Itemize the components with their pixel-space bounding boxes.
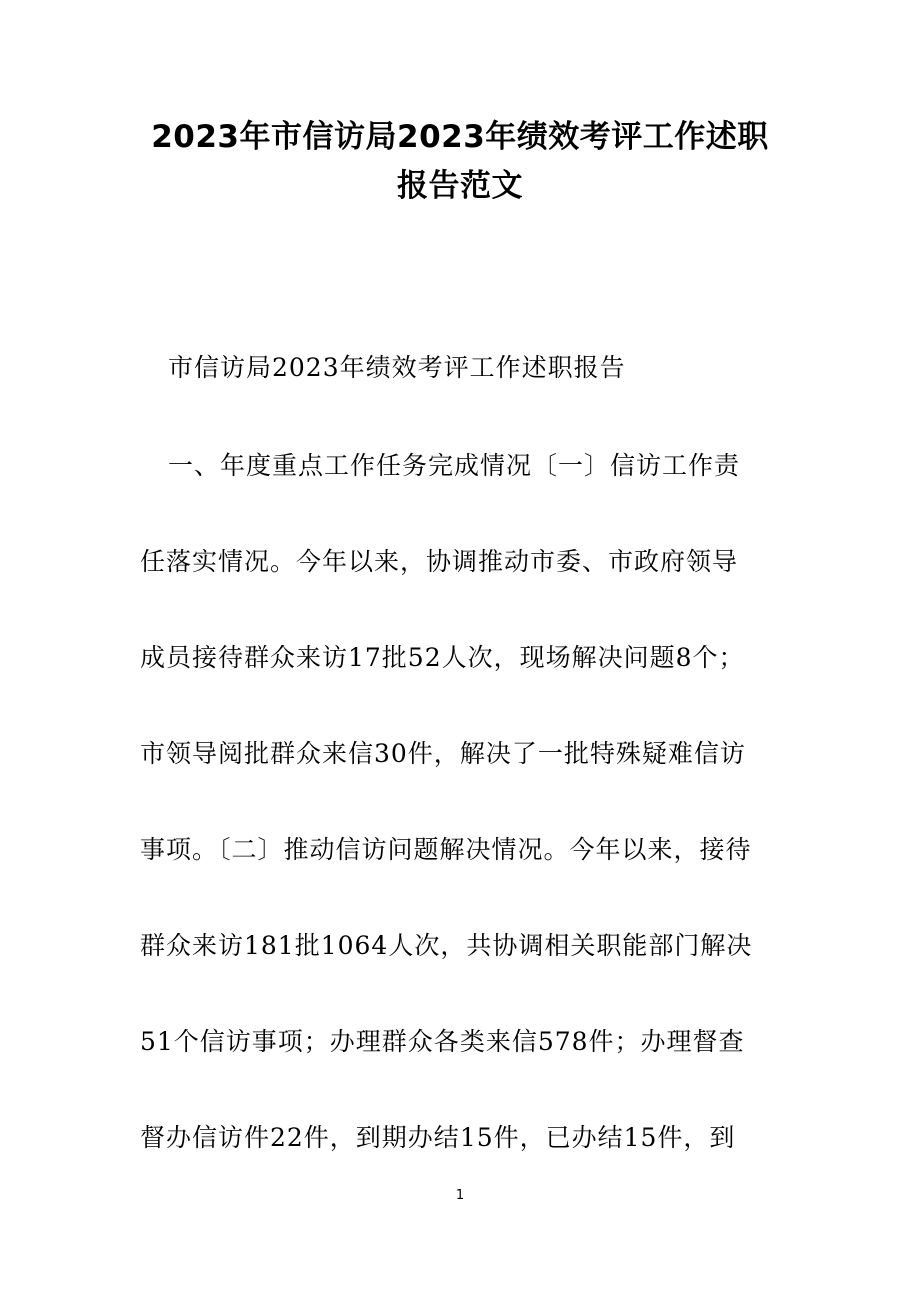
body-line-9: 督办信访件22件，到期办结15件，已办结15件，到 — [140, 1123, 736, 1152]
body-line-7: 群众来访181批1064人次，共协调相关职能部门解决 — [140, 931, 753, 960]
body-line-1: 市信访局2023年绩效考评工作述职报告 — [168, 353, 626, 382]
document-title-line-1: 2023年市信访局2023年绩效考评工作述职 — [151, 119, 769, 155]
page-number: 1 — [455, 1188, 465, 1203]
body-line-4: 成员接待群众来访17批52人次，现场解决问题8个； — [140, 643, 745, 672]
body-line-6: 事项。〔二〕推动信访问题解决情况。今年以来，接待 — [140, 835, 752, 864]
body-line-8: 51个信访事项；办理群众各类来信578件；办理督查 — [140, 1027, 745, 1056]
body-line-2: 一、年度重点工作任务完成情况〔一〕信访工作责 — [168, 451, 741, 480]
body-line-5: 市领导阅批群众来信30件，解决了一批特殊疑难信访 — [140, 739, 746, 768]
document-title-line-2: 报告范文 — [397, 168, 523, 204]
body-line-3: 任落实情况。今年以来，协调推动市委、市政府领导 — [140, 547, 739, 576]
